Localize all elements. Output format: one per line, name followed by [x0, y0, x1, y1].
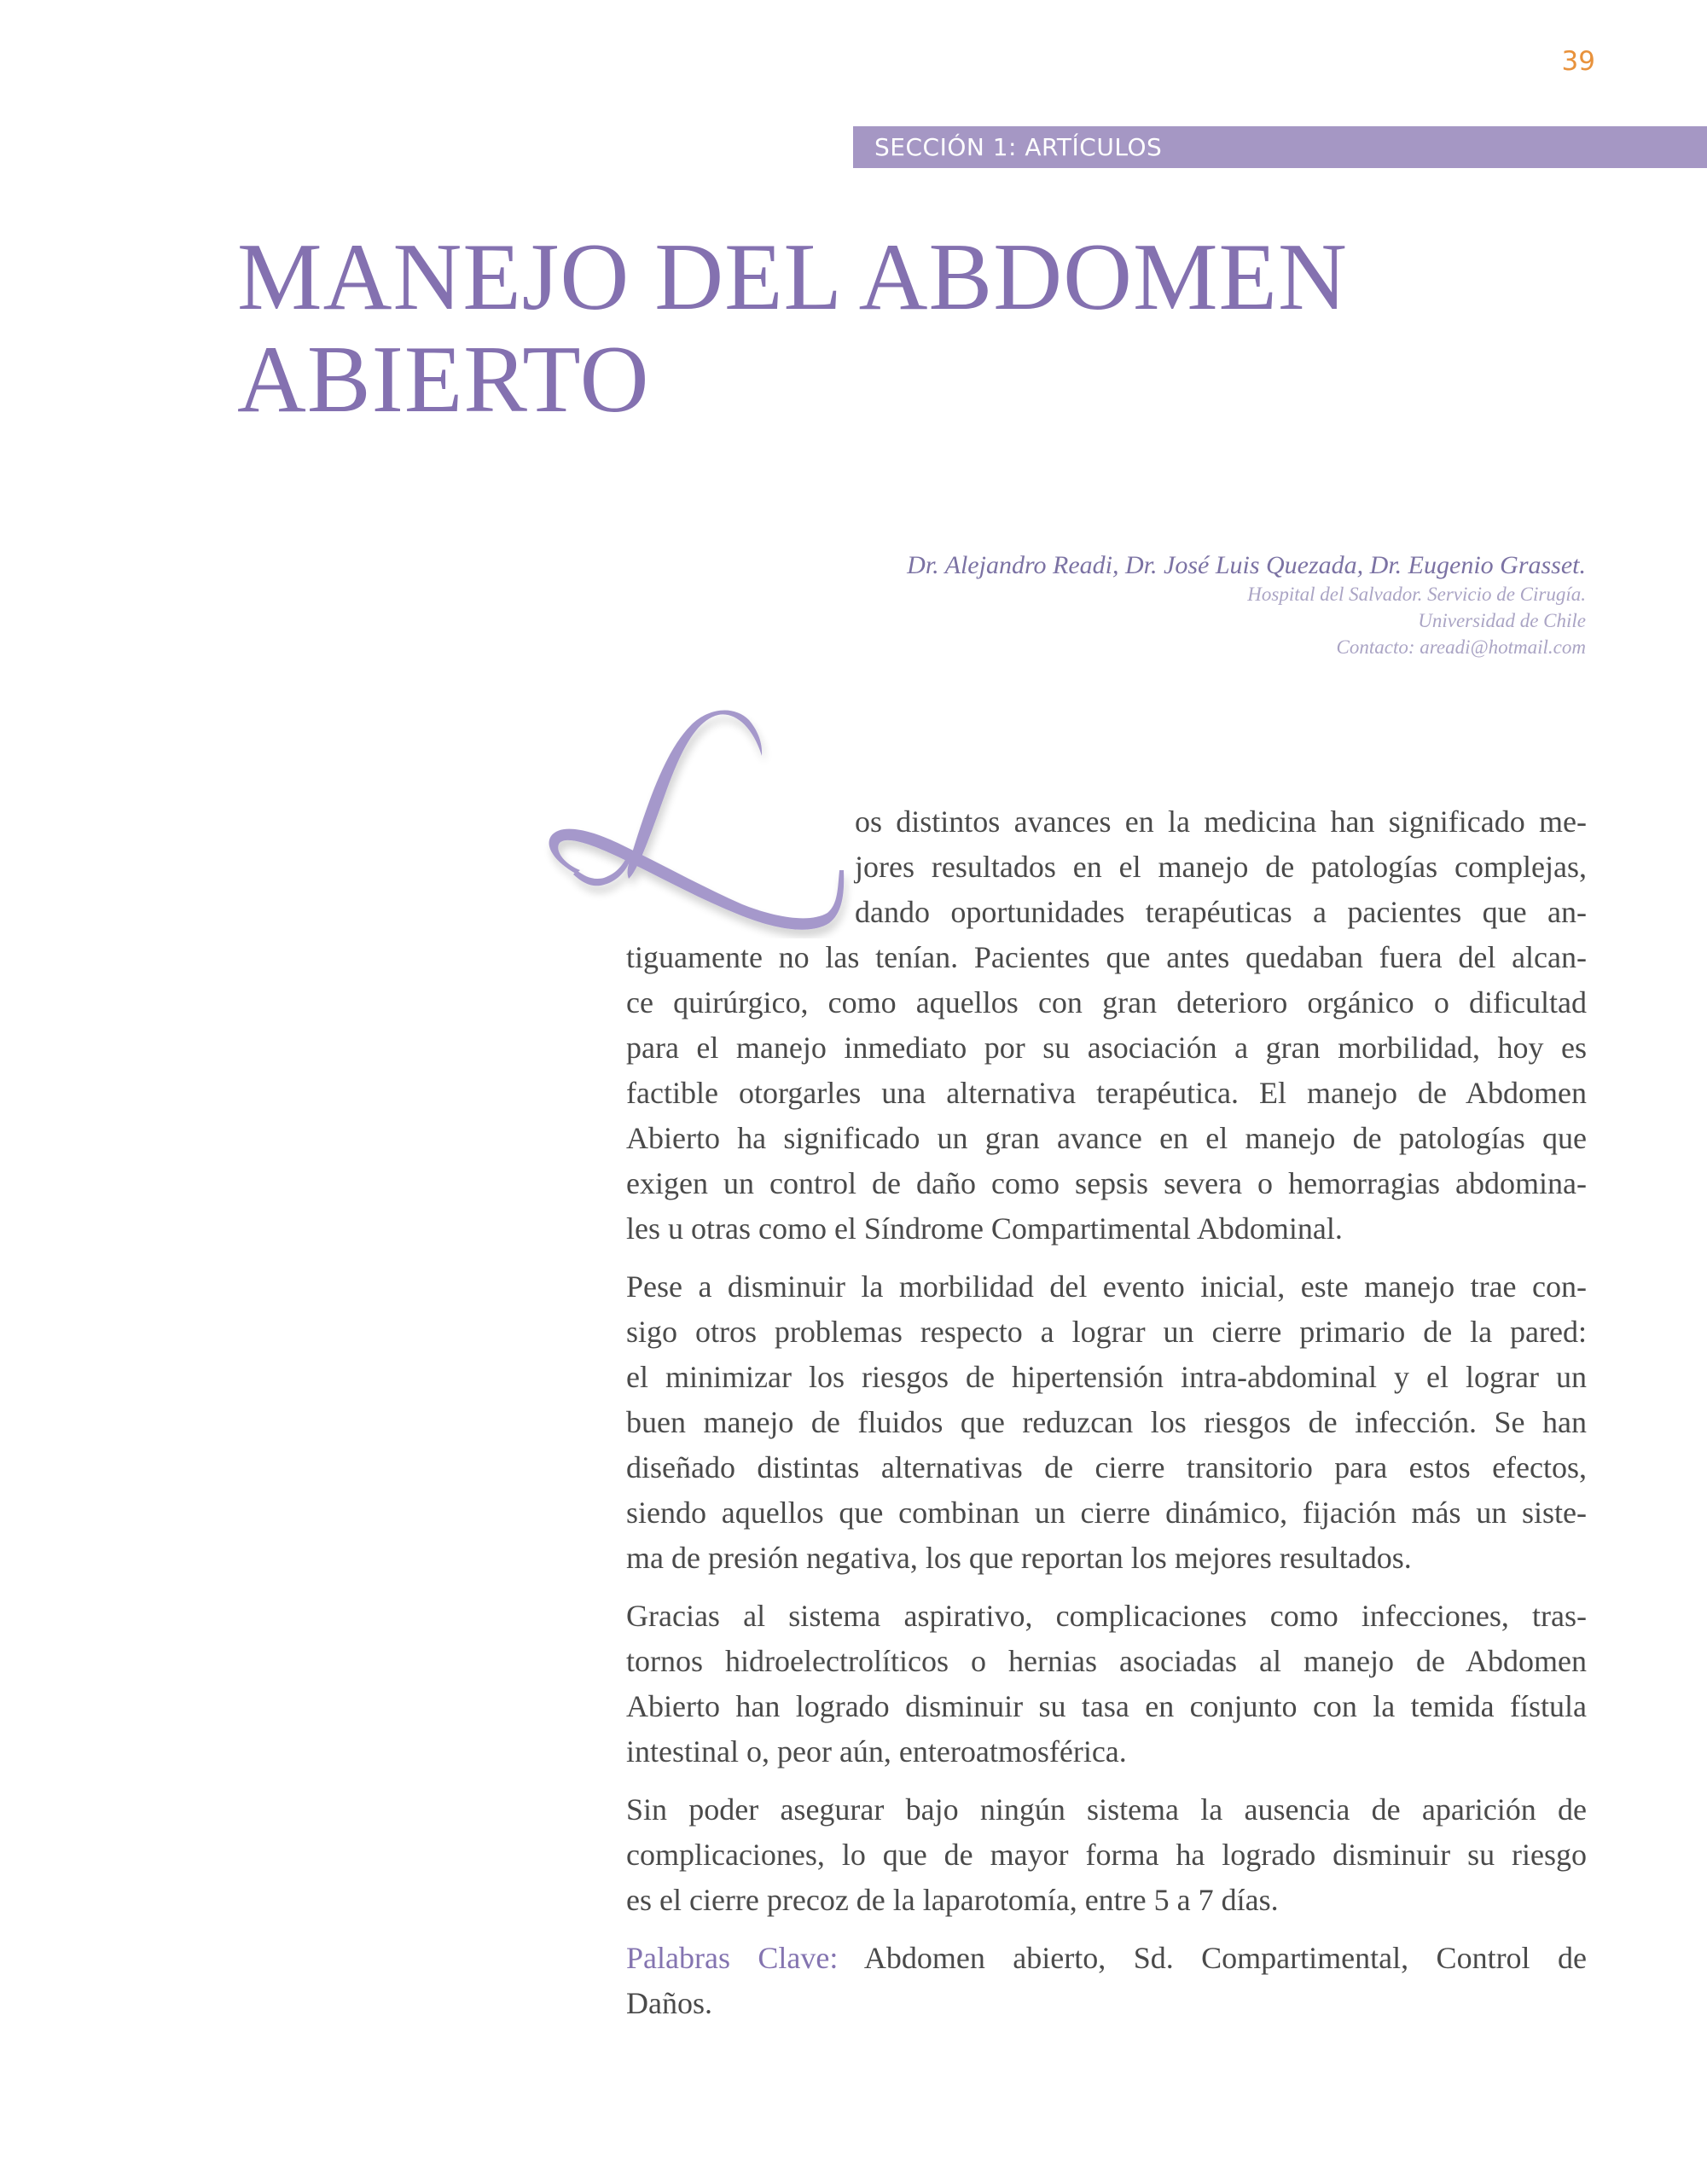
- keywords-line: [626, 1936, 1587, 1981]
- contact-email[interactable]: Contacto: areadi@hotmail.com: [1336, 636, 1586, 658]
- paragraph-line: Pese a disminuir la morbilidad del evento inicial, este manejo trae con-: [626, 1269, 1587, 1304]
- paragraph-line: Abierto ha significado un gran avance en el manejo de patologías que: [626, 1121, 1587, 1155]
- drop-cap-l: [529, 700, 870, 938]
- page-number: 39: [1561, 46, 1595, 77]
- affiliation-hospital: Hospital del Salvador. Servicio de Cirugía.: [1247, 584, 1586, 605]
- paragraph-line: siendo aquellos que combinan un cierre dinámico, fijación más un siste-: [626, 1496, 1587, 1530]
- article-title: [237, 226, 1348, 431]
- section-band: [853, 126, 1707, 168]
- paragraph-line: sigo otros problemas respecto a lograr un cierre primario de la pared:: [626, 1315, 1587, 1349]
- authors: Dr. Alejandro Readi, Dr. José Luis Quezada, Dr. Eugenio Grasset.: [907, 551, 1586, 579]
- paragraph-line: Abierto han logrado disminuir su tasa en conjunto con la temida fístula: [626, 1689, 1587, 1723]
- paragraph-line: os distintos avances en la medicina han significado me-: [855, 804, 1587, 839]
- article-title-line-2: ABIERTO: [237, 327, 650, 433]
- paragraph-line: buen manejo de fluidos que reduzcan los riesgos de infección. Se han: [626, 1405, 1587, 1439]
- authors-block: [907, 550, 1586, 660]
- article-title-line-1: MANEJO DEL ABDOMEN: [237, 224, 1348, 330]
- paragraph-line: tiguamente no las tenían. Pacientes que antes quedaban fuera del alcan-: [626, 940, 1587, 974]
- keywords-label: Palabras Clave:: [626, 1941, 839, 1975]
- paragraph-line: Gracias al sistema aspirativo, complicaciones como infecciones, tras-: [626, 1599, 1587, 1633]
- paragraph-line: para el manejo inmediato por su asociación a gran morbilidad, hoy es: [626, 1031, 1587, 1065]
- paragraph-line: ma de presión negativa, los que reportan los mejores resultados.: [626, 1541, 1412, 1575]
- paragraph-line: Sin poder asegurar bajo ningún sistema la ausencia de aparición de: [626, 1792, 1587, 1827]
- paragraph-line: factible otorgarles una alternativa terapéutica. El manejo de Abdomen: [626, 1076, 1587, 1110]
- paragraph-line: el minimizar los riesgos de hipertensión intra-abdominal y el lograr un: [626, 1360, 1587, 1394]
- paragraph-line: es el cierre precoz de la laparotomía, entre 5 a 7 días.: [626, 1883, 1279, 1917]
- keywords-value-continued: Daños.: [626, 1986, 712, 2020]
- paragraph-line: tornos hidroelectrolíticos o hernias asociadas al manejo de Abdomen: [626, 1644, 1587, 1678]
- paragraph-line: ce quirúrgico, como aquellos con gran deterioro orgánico o dificultad: [626, 985, 1587, 1019]
- paragraph-line: exigen un control de daño como sepsis severa o hemorragias abdomina-: [626, 1166, 1587, 1200]
- section-label: SECCIÓN 1: ARTÍCULOS: [874, 133, 1163, 161]
- keywords-value: Abdomen abierto, Sd. Compartimental, Control de: [863, 1941, 1587, 1975]
- affiliation-university: Universidad de Chile: [1418, 610, 1586, 631]
- paragraph-line: intestinal o, peor aún, enteroatmosférica.: [626, 1734, 1127, 1769]
- paragraph-line: les u otras como el Síndrome Compartimental Abdominal.: [626, 1211, 1343, 1246]
- paragraph-line: diseñado distintas alternativas de cierre transitorio para estos efectos,: [626, 1450, 1587, 1484]
- paragraph-line: complicaciones, lo que de mayor forma ha logrado disminuir su riesgo: [626, 1838, 1587, 1872]
- paragraph-line: jores resultados en el manejo de patologías complejas,: [855, 850, 1587, 884]
- paragraph-line: dando oportunidades terapéuticas a pacientes que an-: [855, 895, 1587, 929]
